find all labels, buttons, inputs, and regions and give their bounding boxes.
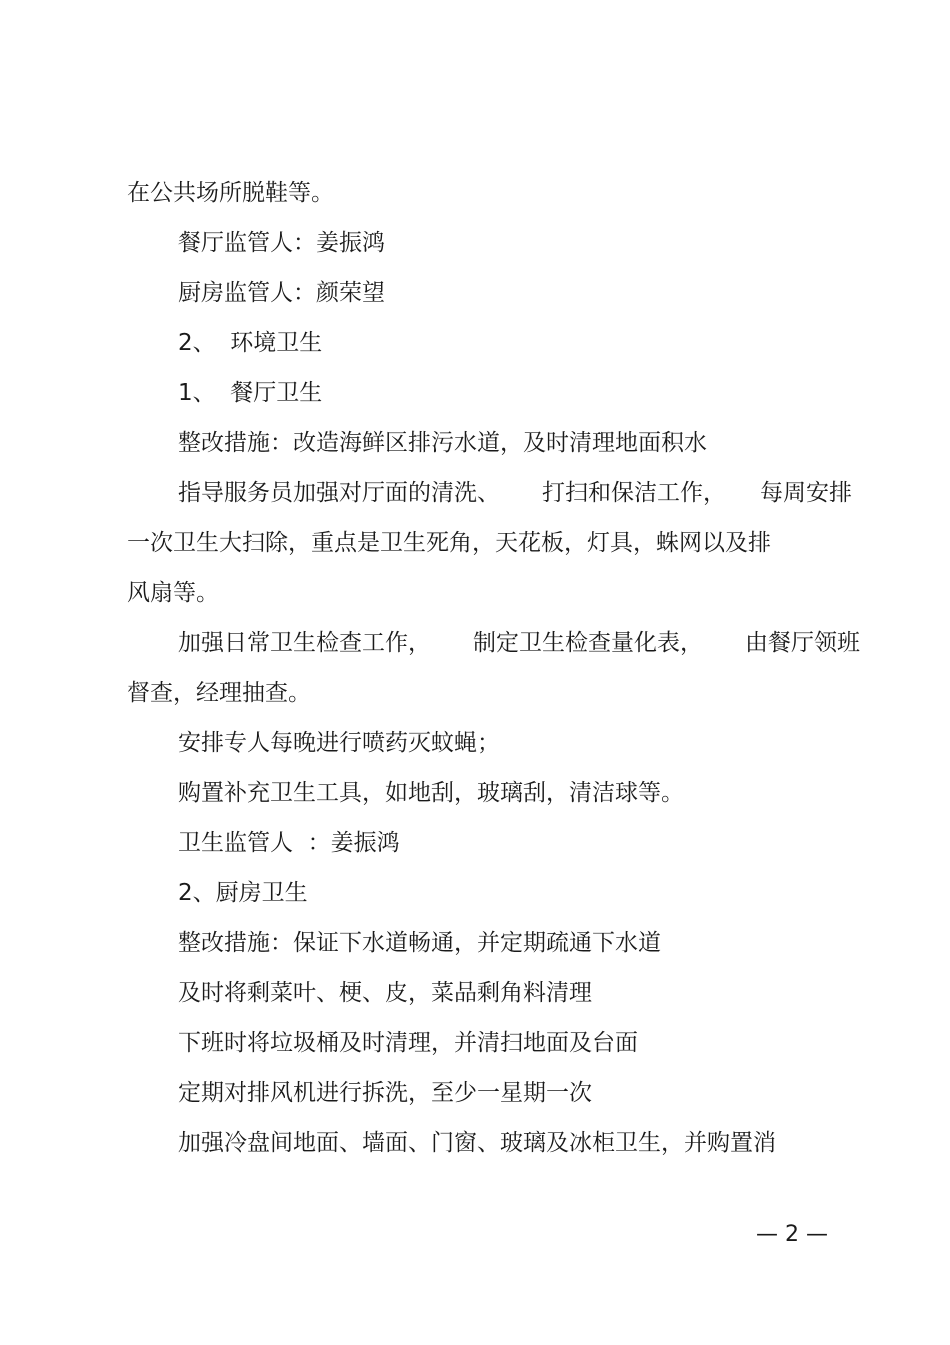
text-line (178, 628, 860, 658)
text-line: 整改措施：保证下水道畅通，并定期疏通下水道 (178, 930, 661, 956)
text-segment: 指导服务员加强对厅面的清洗、 (178, 480, 500, 506)
text-segment: 制定卫生检查量化表， (473, 630, 703, 656)
text-line: 下班时将垃圾桶及时清理，并清扫地面及台面 (178, 1030, 638, 1056)
text-line: 督查，经理抽查。 (127, 680, 311, 706)
section-heading: 2、 环境卫生 (178, 330, 323, 356)
text-segment: 由餐厅领班 (745, 630, 860, 656)
text-segment: 加强日常卫生检查工作， (178, 630, 431, 656)
text-line: 购置补充卫生工具，如地刮，玻璃刮，清洁球等。 (178, 780, 684, 806)
text-segment: 每周安排 (760, 480, 852, 506)
subsection-heading: 2、厨房卫生 (178, 880, 308, 906)
text-line: 定期对排风机进行拆洗，至少一星期一次 (178, 1080, 592, 1106)
text-segment: 打扫和保洁工作， (542, 480, 726, 506)
text-line: 整改措施：改造海鲜区排污水道，及时清理地面积水 (178, 430, 707, 456)
page-number: — 2 — (756, 1222, 828, 1247)
text-line: 加强冷盘间地面、墙面、门窗、玻璃及冰柜卫生，并购置消 (178, 1130, 776, 1156)
subsection-heading: 1、 餐厅卫生 (178, 380, 323, 406)
text-line: 厨房监管人：颜荣望 (178, 280, 385, 306)
text-line: 在公共场所脱鞋等。 (127, 180, 334, 206)
text-line: 风扇等。 (127, 580, 219, 606)
text-line: 一次卫生大扫除，重点是卫生死角，天花板，灯具，蛛网以及排 (127, 530, 771, 556)
text-line: 卫生监管人 ：姜振鸿 (178, 830, 400, 856)
text-line: 餐厅监管人：姜振鸿 (178, 230, 385, 256)
text-line: 安排专人每晚进行喷药灭蚊蝇； (178, 730, 500, 756)
text-line (178, 478, 852, 508)
text-line: 及时将剩菜叶、梗、皮，菜品剩角料清理 (178, 980, 592, 1006)
